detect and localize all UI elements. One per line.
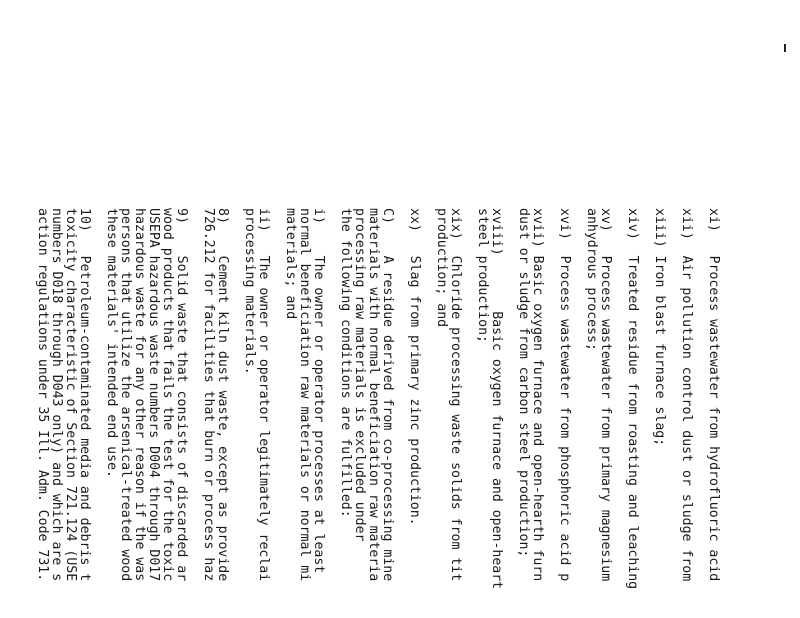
text-line: xii) Air pollution control dust or sludge from [679, 208, 694, 582]
text-line: wood products that fails the test for the toxic [160, 208, 175, 582]
text-line: action regulations under 35 Ill. Adm. Code 731. [35, 208, 50, 582]
text-line: toxicity characteristic of Section 721.124 (USE [63, 208, 78, 582]
text-line: steel production; [475, 208, 490, 343]
text-line: xix) Chloride processing waste solids from tit [448, 208, 463, 582]
text-line: xvii) Basic oxygen furnace and open-hearth furn [530, 208, 545, 582]
text-line: i) The owner or operator processes at least [311, 208, 326, 574]
text-line: USEPA hazardous waste numbers D004 through D017 [146, 208, 161, 582]
text-line: materials with normal beneficiation raw materia [366, 208, 381, 582]
text-line: numbers D018 through D043 only) and which are s [49, 208, 64, 582]
text-line: xv) Process wastewater from primary magnesium [598, 208, 613, 582]
text-line: 8) Cement kiln dust waste, except as provide [215, 208, 230, 582]
text-line: xi) Process wastewater from hydrofluoric acid [706, 208, 721, 582]
text-line: 9) Solid waste that consists of discarded ar [174, 208, 189, 582]
text-line: 726.212 for facilities that burn or process haz [201, 208, 216, 582]
text-line: C) A residue derived from co-processing mine [380, 208, 395, 582]
text-line: persons that utilize the arsenical-treated wood [118, 208, 133, 582]
text-line: hazardous waste for any other reason if the was [132, 208, 147, 582]
text-line: processing materials. [242, 208, 257, 375]
text-line: dust or sludge from carbon steel production; [516, 208, 531, 558]
text-line: anhydrous process; [584, 208, 599, 351]
text-line: xiv) Treated residue from roasting and leaching [625, 208, 640, 590]
text-line: normal beneficiation raw materials or normal mi [297, 208, 312, 582]
text-line: xiii) Iron blast furnace slag; [652, 208, 667, 447]
text-line: processing raw materials is excluded under [352, 208, 367, 542]
text-line: 10) Petroleum-contaminated media and debris t [77, 208, 92, 582]
text-line: xvi) Process wastewater from phosphoric acid p [557, 208, 572, 582]
text-line: xx) Slag from primary zinc production. [407, 208, 422, 526]
margin-mark [784, 44, 786, 52]
text-line: xviii) Basic oxygen furnace and open-heart [489, 208, 504, 590]
text-line: the following conditions are fulfilled: [338, 208, 353, 518]
text-line: materials; and [283, 208, 298, 320]
text-line: ii) The owner or operator legitimately reclai [256, 208, 271, 582]
text-line: these materials' intended end use. [104, 208, 119, 478]
text-line: production; and [434, 208, 449, 328]
